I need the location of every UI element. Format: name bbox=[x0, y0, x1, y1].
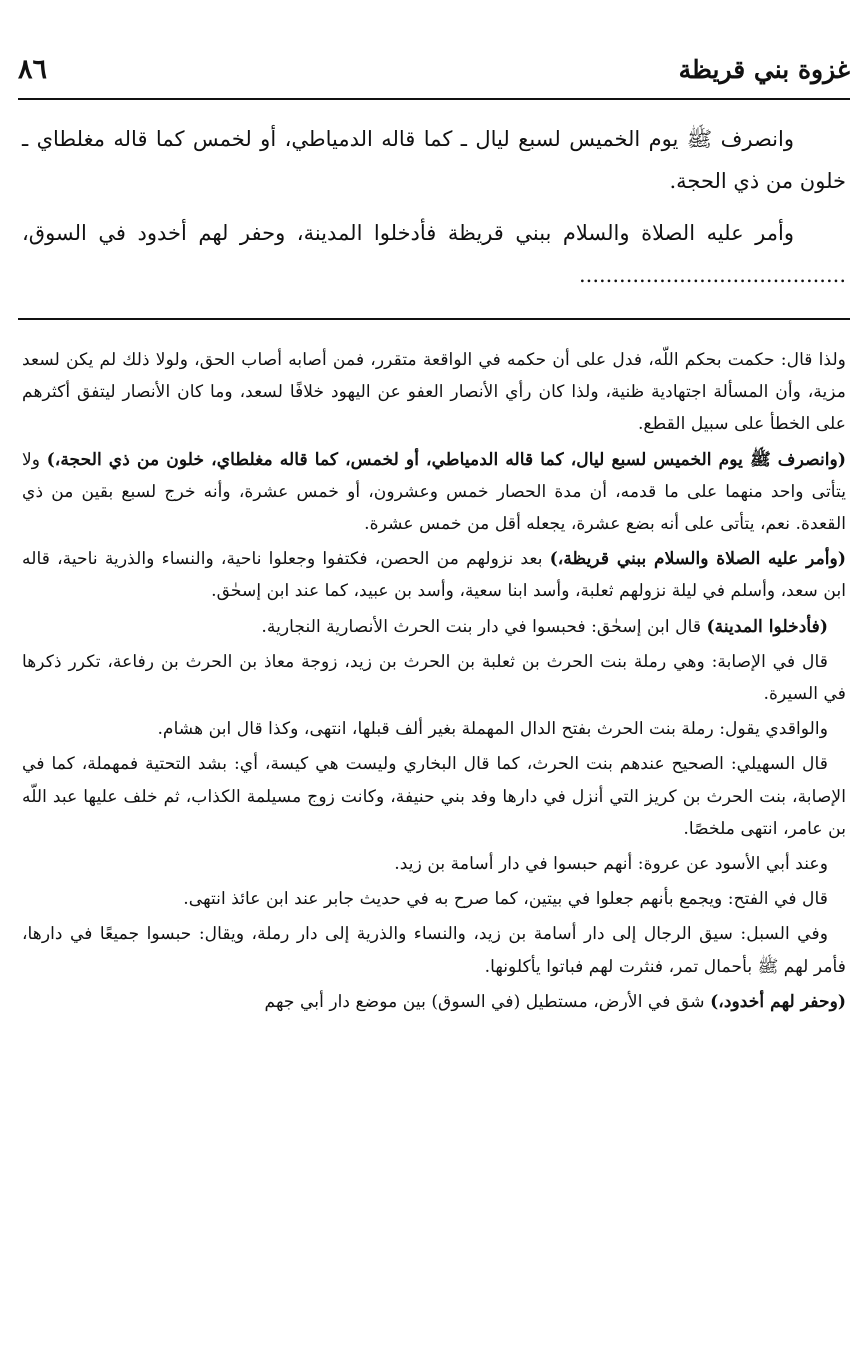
commentary-paragraph: (فأدخلوا المدينة) قال ابن إسحٰق: فحبسوا في دار بنت الحرث الأنصارية النجارية. bbox=[261, 616, 828, 637]
running-title: غزوة بني قريظة bbox=[678, 54, 850, 84]
commentary-paragraph: (وأمر عليه الصلاة والسلام ببني قريظة،) بعد نزولهم من الحصن، فكتفوا وجعلوا ناحية، والنساء والذرية ناحية، قاله ابن سعد، وأسلم في ليلة نزولهم ثعلبة، وأسد ابنا سعية، وأسد بن عبيد، كما عند ابن إسحٰق. bbox=[22, 549, 846, 602]
quoted-phrase: (وانصرف ﷺ يوم الخميس لسبع ليال، كما قاله الدمياطي، أو لخمس، كما قاله مغلطاي، خلون من ذي الحجة،) bbox=[46, 449, 846, 470]
continuation-dots: ........................................ bbox=[578, 263, 846, 287]
main-text-paragraph: وأمر عليه الصلاة والسلام ببني قريظة فأدخلوا المدينة، وحفر لهم أخدود في السوق، ........................................ bbox=[22, 221, 846, 287]
commentary-paragraph: وفي السبل: سيق الرجال إلى دار أسامة بن زيد، والنساء والذرية إلى دار رملة، ويقال: حبسوا جميعًا في دارها، فأمر لهم ﷺ بأحمال تمر، فنثرت لهم فباتوا يأكلونها. bbox=[22, 924, 846, 977]
commentary-paragraph: قال السهيلي: الصحيح عندهم بنت الحرث، كما قال البخاري وليست هي كيسة، أي: بشد التحتية فمهملة، كما في الإصابة، بنت الحرث بن كريز التي أنزل في دارها وفد بني حنيفة، وكانت زوج مسيلمة الكذاب، ثم خلف عليها عبد اللّه بن عامر، انتهى ملخصًا. bbox=[22, 754, 846, 839]
commentary-paragraph: قال في الفتح: ويجمع بأنهم جعلوا في بيتين، كما صرح به في حديث جابر عند ابن عائذ انتهى. bbox=[183, 889, 828, 910]
page-header bbox=[18, 40, 850, 100]
main-text-paragraph: وانصرف ﷺ يوم الخميس لسبع ليال ـ كما قاله الدمياطي، أو لخمس كما قاله مغلطاي ـ خلون من ذي الحجة. bbox=[22, 127, 846, 193]
quoted-phrase: (وأمر عليه الصلاة والسلام ببني قريظة،) bbox=[549, 549, 846, 570]
separator-line bbox=[18, 318, 850, 320]
main-text bbox=[22, 118, 846, 306]
commentary-paragraph: ولذا قال: حكمت بحكم اللّه، فدل على أن حكمه في الواقعة متقرر، فمن أصابه أصاب الحق، ولولا ذلك لم يكن لسعد مزية، وأن المسألة اجتهادية ظنية، ولذا كان رأي الأنصار العفو عن اليهود خلافًا لسعد، وما كان الأنصار ليتفق أكثرهم على الخطأ على سبيل القطع. bbox=[22, 350, 846, 435]
quoted-phrase: (وحفر لهم أخدود،) bbox=[710, 991, 846, 1012]
commentary-paragraph: (وانصرف ﷺ يوم الخميس لسبع ليال، كما قاله الدمياطي، أو لخمس، كما قاله مغلطاي، خلون من ذي الحجة،) ولا يتأتى واحد منهما على ما قدمه، أن مدة الحصار خمس وعشرون، أو خمس عشرة، وأنه خرج لسبع بقين من ذي القعدة. نعم، يتأتى على أنه بضع عشرة، يجعله أقل من خمس عشرة. bbox=[22, 449, 846, 535]
quoted-phrase: (فأدخلوا المدينة) bbox=[706, 616, 828, 637]
commentary-paragraph: قال في الإصابة: وهي رملة بنت الحرث بن ثعلبة بن الحرث بن زيد، زوجة معاذ بن الحرث بن رفاعة، تكرر ذكرها في السيرة. bbox=[22, 651, 846, 705]
page-number: ٨٦ bbox=[18, 53, 48, 85]
commentary-paragraph: (وحفر لهم أخدود،) شق في الأرض، مستطيل (في السوق) بين موضع دار أبي جهم bbox=[264, 991, 846, 1012]
commentary-paragraph: وعند أبي الأسود عن عروة: أنهم حبسوا في دار أسامة بن زيد. bbox=[394, 854, 828, 875]
commentary bbox=[22, 344, 846, 1021]
commentary-paragraph: والواقدي يقول: رملة بنت الحرث بفتح الدال المهملة بغير ألف قبلها، انتهى، وكذا قال ابن هشام. bbox=[157, 719, 828, 740]
